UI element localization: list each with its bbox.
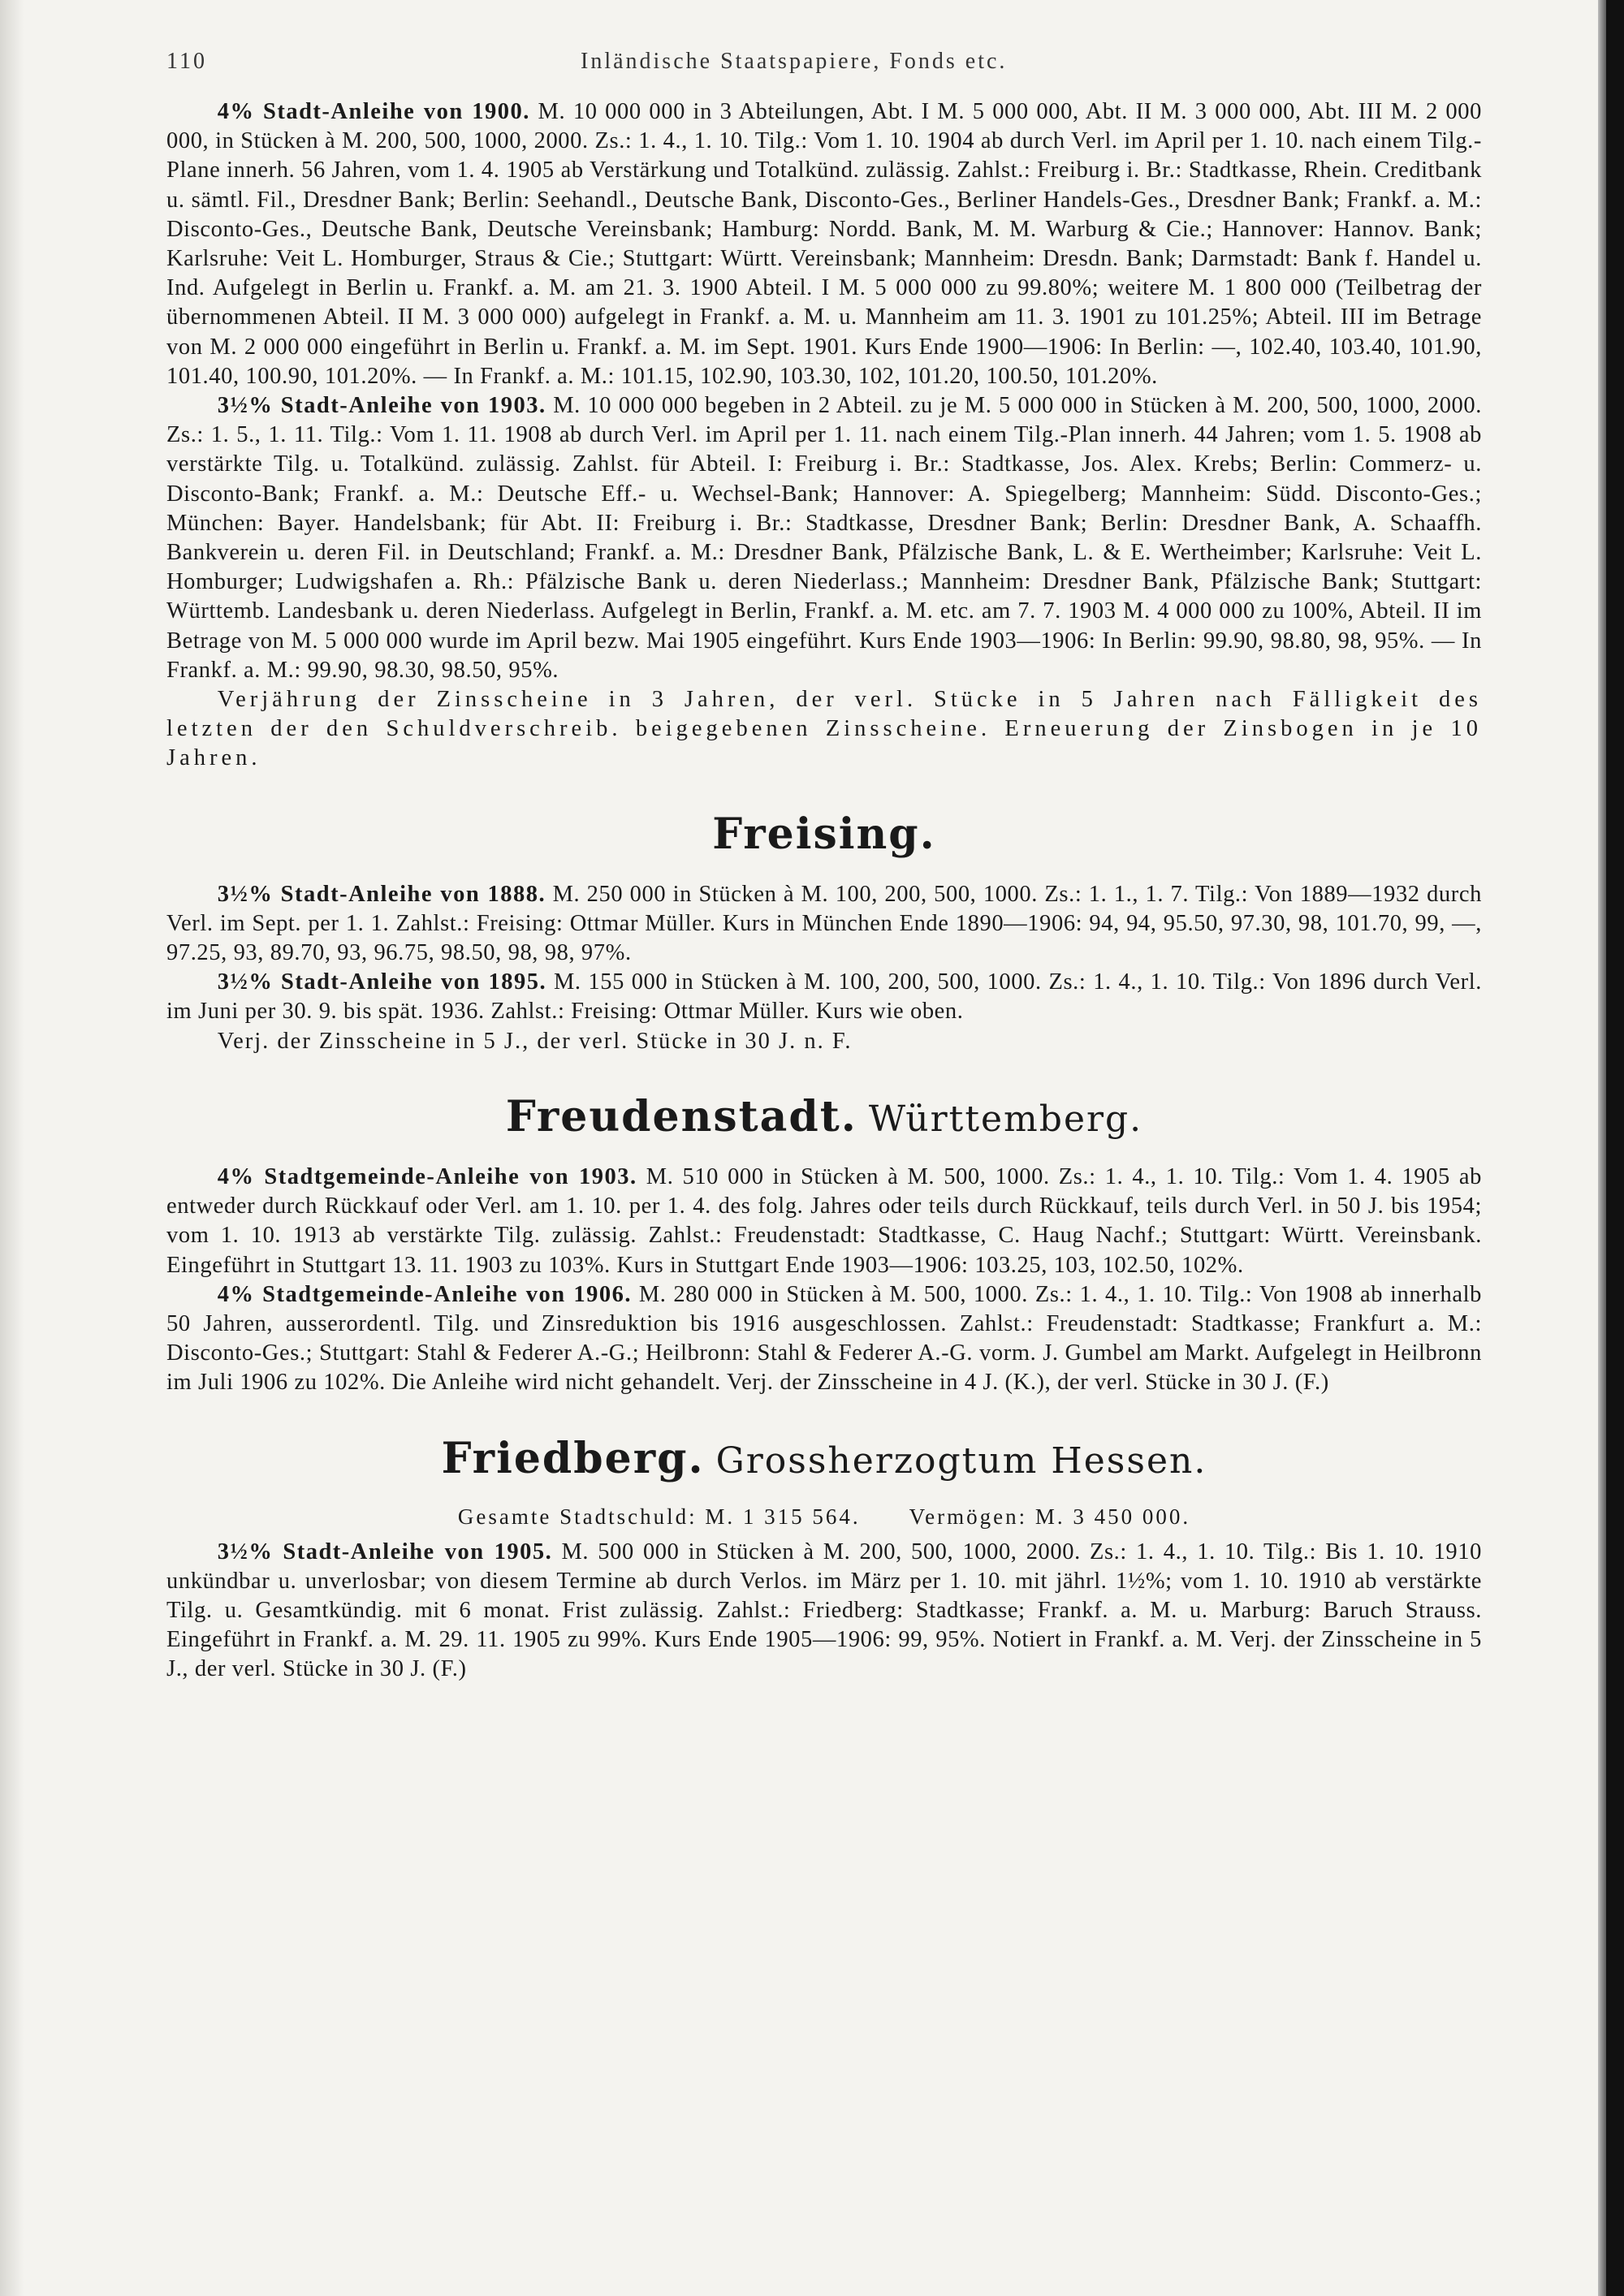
bond-entry [166,968,1482,1026]
city-heading [166,1434,1482,1483]
bond-title: 3½% Stadt-Anleihe von 1888. [217,881,546,907]
bond-title: 3½% Stadt-Anleihe von 1895. [217,969,547,995]
page-content [166,49,1482,1685]
city-name: Friedberg. [441,1433,705,1483]
bond-entry [166,1163,1482,1280]
bond-details: M. 500 000 in Stücken à M. 200, 500, 1000, 2000. Zs.: 1. 4., 1. 10. Tilg.: Bis 1. 10. 1910 unkündbar u. unverlosbar; von diesem Termine ab durch Verlos. im März per 1. 10. mit jährl. 1½%; vom 1. 10. 1910 ab verstärkte Tilg. u. Gesamtkündig. mit 6 monat. Frist zulässig. Zahlst.: Friedberg: Stadtkasse; Frankf. a. M. u. Marburg: Baruch Strauss. Eingeführt in Frankf. a. M. 29. 11. 1905 zu 99%. Kurs Ende 1905—1906: 99, 95%. Notiert in Frankf. a. M. Verj. der Zinsscheine in 5 J., der verl. Stücke in 30 J. (F.) [166,1539,1482,1682]
bond-details: M. 510 000 in Stücken à M. 500, 1000. Zs.: 1. 4., 1. 10. Tilg.: Vom 1. 4. 1905 ab entweder durch Rückkauf oder Verl. am 1. 10. per 1. 4. des folg. Jahres oder teils durch Rückkauf, teils durch Verl. in 50 J. bis 1954; vom 1. 10. 1913 ab verstärkte Tilg. zulässig. Zahlst.: Freudenstadt: Stadtkasse, C. Haug Nachf.; Stuttgart: Württ. Vereinsbank. Eingeführt in Stuttgart 13. 11. 1903 zu 103%. Kurs in Stuttgart Ende 1903—1906: 103.25, 103, 102.50, 102%. [166,1163,1482,1278]
city-finance-summary [166,1504,1482,1530]
running-header [166,49,1482,97]
bond-entry [166,1280,1482,1398]
city-name: Freudenstadt. [505,1091,857,1142]
limitation-note: Verjährung der Zinsscheine in 3 Jahren, der verl. Stücke in 5 Jahren nach Fälligkeit des letzten der den Schuldverschreib. beigegebenen Zinsscheine. Erneuerung der Zinsbogen in je 10 Jahren. [166,687,1482,771]
bond-entry [166,391,1482,685]
bond-entry [166,97,1482,391]
bond-title: 4% Stadt-Anleihe von 1900. [217,99,530,124]
bond-title: 4% Stadtgemeinde-Anleihe von 1906. [217,1281,633,1307]
city-heading [166,809,1482,859]
city-region: Württemberg. [868,1098,1143,1140]
bond-entry [166,1538,1482,1685]
limitation-note: Verj. der Zinsscheine in 5 J., der verl. Stücke in 30 J. n. F. [217,1028,853,1054]
city-region: Grossherzogtum Hessen. [715,1439,1207,1482]
total-debt: Gesamte Stadtschuld: M. 1 315 564. [457,1504,861,1529]
city-heading [166,1092,1482,1142]
running-title: Inländische Staatspapiere, Fonds etc. [581,49,1008,74]
page-number: 110 [166,49,207,74]
bond-title: 3½% Stadt-Anleihe von 1903. [217,393,546,419]
bond-title: 4% Stadtgemeinde-Anleihe von 1903. [217,1163,637,1189]
bond-details: M. 10 000 000 in 3 Abteilungen, Abt. I M. 5 000 000, Abt. II M. 3 000 000, Abt. III M. 2 000 000, in Stücken à M. 200, 500, 1000, 2000. Zs.: 1. 4., 1. 10. Tilg.: Vom 1. 10. 1904 ab durch Verl. im April per 1. 10. nach einem Tilg.-Plane innerh. 56 Jahren, vom 1. 4. 1905 ab Verstärkung und Totalkünd. zulässig. Zahlst.: Freiburg i. Br.: Stadtkasse, Rhein. Creditbank u. sämtl. Fil., Dresdner Bank; Berlin: Seehandl., Deutsche Bank, Disconto-Ges., Berliner Handels-Ges., Dresdner Bank; Frankf. a. M.: Disconto-Ges., Deutsche Bank, Deutsche Vereinsbank; Hamburg: Nordd. Bank, M. M. Warburg & Cie.; Hannover: Hannov. Bank; Karlsruhe: Veit L. Homburger, Straus & Cie.; Stuttgart: Württ. Vereinsbank; Mannheim: Dresdn. Bank; Darmstadt: Bank f. Handel u. Ind. Aufgelegt in Berlin u. Frankf. a. M. am 21. 3. 1900 Abteil. I M. 5 000 000 zu 99.80%; weitere M. 1 800 000 (Teilbetrag der übernommenen Abteil. II M. 3 000 000) aufgelegt in Frankf. a. M. u. Mannheim am 11. 3. 1901 zu 101.25%; Abteil. III im Betrage von M. 2 000 000 eingeführt in Berlin u. Frankf. a. M. im Sept. 1901. Kurs Ende 1900—1906: In Berlin: —, 102.40, 103.40, 101.90, 101.40, 100.90, 101.20%. — In Frankf. a. M.: 101.15, 102.90, 103.30, 102, 101.20, 100.50, 101.20%. [166,99,1482,389]
bond-details: M. 10 000 000 begeben in 2 Abteil. zu je M. 5 000 000 in Stücken à M. 200, 500, 1000, 2000. Zs.: 1. 5., 1. 11. Tilg.: Vom 1. 11. 1908 ab durch Verl. im April per 1. 11. nach einem Tilg.-Plan innerh. 44 Jahren; vom 1. 5. 1908 ab verstärkte Tilg. u. Totalkünd. zulässig. Zahlst. für Abteil. I: Freiburg i. Br.: Stadtkasse, Jos. Alex. Krebs; Berlin: Commerz- u. Disconto-Bank; Frankf. a. M.: Deutsche Eff.- u. Wechsel-Bank; Hannover: A. Spiegelberg; Mannheim: Südd. Disconto-Ges.; München: Bayer. Handelsbank; für Abt. II: Freiburg i. Br.: Stadtkasse, Dresdner Bank; Berlin: Dresdner Bank, A. Schaaffh. Bankverein u. deren Fil. in Deutschland; Frankf. a. M.: Dresdner Bank, Pfälzische Bank, L. & E. Wertheimber; Karlsruhe: Veit L. Homburger; Ludwigshafen a. Rh.: Pfälzische Bank u. deren Niederlass.; Mannheim: Dresdner Bank, Pfälzische Bank; Stuttgart: Württemb. Landesbank u. deren Niederlass. Aufgelegt in Berlin, Frankf. a. M. etc. am 7. 7. 1903 M. 4 000 000 zu 100%, Abteil. II im Betrage von M. 5 000 000 wurde im April bezw. Mai 1905 eingeführt. Kurs Ende 1903—1906: In Berlin: 99.90, 98.80, 98, 95%. — In Frankf. a. M.: 99.90, 98.30, 98.50, 95%. [166,393,1482,683]
page-left-shadow [0,0,24,2296]
page-right-border [1606,0,1624,2296]
bond-entry [166,880,1482,969]
page-binding-shadow [1598,0,1606,2296]
bond-details: M. 155 000 in Stücken à M. 100, 200, 500, 1000. Zs.: 1. 4., 1. 10. Tilg.: Von 1896 durch Verl. im Juni per 30. 9. bis spät. 1936. Zahlst.: Freising: Ottmar Müller. Kurs wie oben. [166,969,1482,1025]
bond-details: M. 280 000 in Stücken à M. 500, 1000. Zs.: 1. 4., 1. 10. Tilg.: Von 1908 ab innerhalb 50 Jahren, ausserordentl. Tilg. und Zinsreduktion bis 1916 ausgeschlossen. Zahlst.: Freudenstadt: Stadtkasse; Frankfurt a. M.: Disconto-Ges.; Stuttgart: Stahl & Federer A.-G.; Heilbronn: Stahl & Federer A.-G. vorm. J. Gumbel am Markt. Aufgelegt in Heilbronn im Juli 1906 zu 102%. Die Anleihe wird nicht gehandelt. Verj. der Zinsscheine in 4 J. (K.), der verl. Stücke in 30 J. (F.) [166,1281,1482,1396]
city-name: Freising. [712,809,936,859]
bond-title: 3½% Stadt-Anleihe von 1905. [217,1539,553,1564]
bond-details: M. 250 000 in Stücken à M. 100, 200, 500, 1000. Zs.: 1. 1., 1. 7. Tilg.: Von 1889—1932 durch Verl. im Sept. per 1. 1. Zahlst.: Freising: Ottmar Müller. Kurs in München Ende 1890—1906: 94, 94, 95.50, 97.30, 98, 101.70, 99, —, 97.25, 93, 89.70, 93, 96.75, 98.50, 98, 98, 97%. [166,881,1482,966]
assets: Vermögen: M. 3 450 000. [909,1504,1191,1529]
